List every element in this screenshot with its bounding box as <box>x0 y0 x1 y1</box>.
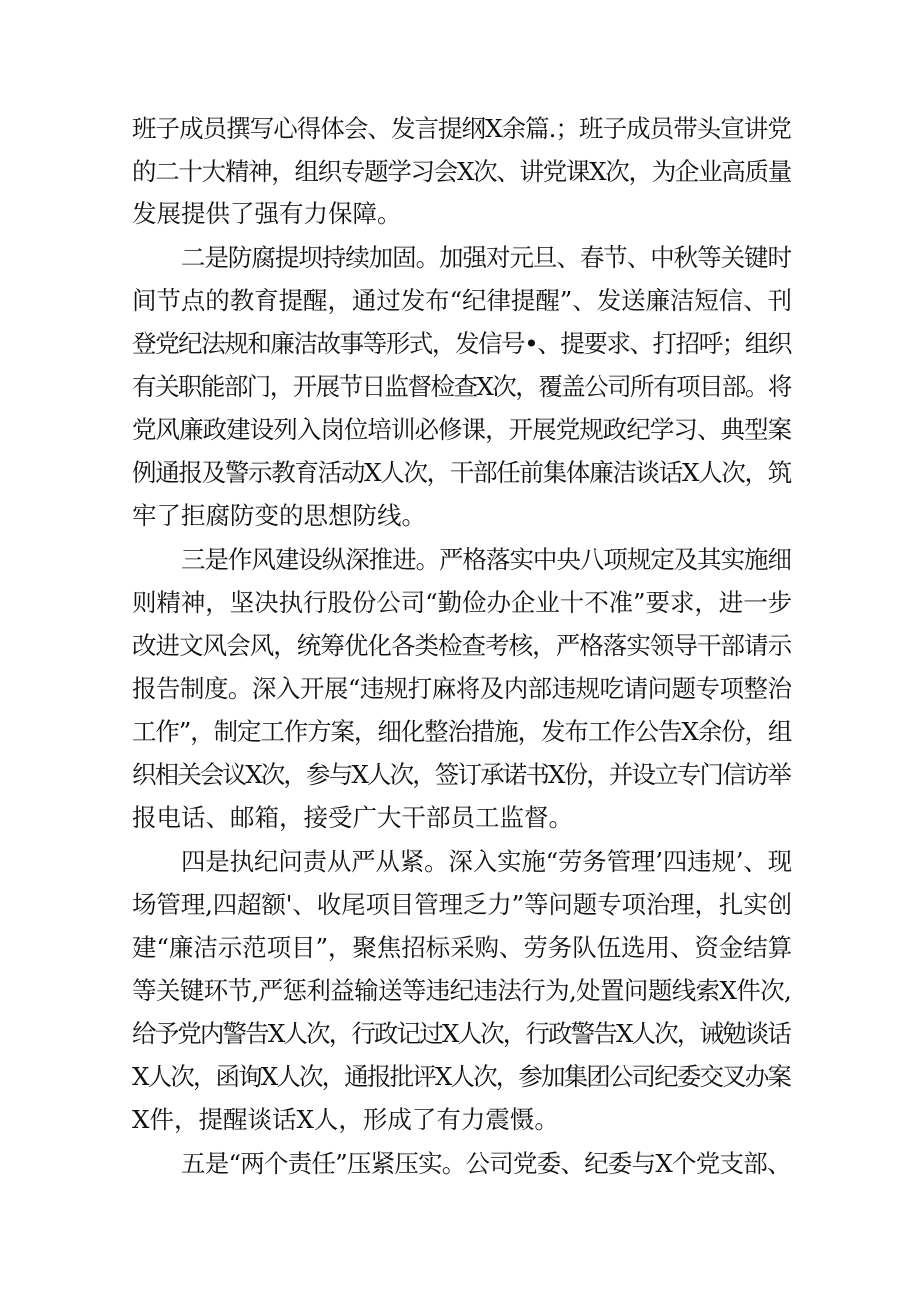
text-line: 有关职能部门，开展节日监督检查X次，覆盖公司所有项目部。将 <box>132 372 791 401</box>
text-line: X件，提醒谈话X人，形成了有力震慑。 <box>132 1105 559 1134</box>
text-line: 则精神，坚决执行股份公司“勤俭办企业十不准”要求，进一步 <box>132 588 793 617</box>
text-line: 报告制度。深入开展“违规打麻将及内部违规吃请问题专项整治 <box>132 674 792 703</box>
text-line: 工作”，制定工作方案，细化整治措施，发布工作公告X余份，组 <box>132 717 792 746</box>
text-line: 等关键环节,严惩利益输送等违纪违法行为,处置问题线索X件次, <box>132 976 792 1005</box>
text-line: 班子成员撰写心得体会、发言提纲X余篇.；班子成员带头宣讲党 <box>132 114 791 143</box>
text-line: X人次，函询X人次，通报批评X人次，参加集团公司纪委交叉办案 <box>132 1062 791 1091</box>
text-line: 建“廉洁示范项目”，聚焦招标采购、劳务队伍选用、资金结算 <box>132 933 793 962</box>
text-line: 登党纪法规和廉洁故事等形式，发信号•、提要求、打招呼；组织 <box>132 329 791 358</box>
text-line: 例通报及警示教育活动X人次，干部任前集体廉洁谈话X人次，筑 <box>132 458 791 487</box>
text-line: 的二十大精神，组织专题学习会X次、讲党课X次，为企业高质量 <box>132 157 791 186</box>
text-line: 给予党内警告X人次，行政记过X人次，行政警告X人次，诫勉谈话 <box>132 1019 791 1048</box>
text-line: 间节点的教育提醒，通过发布“纪律提醒”、发送廉洁短信、刊 <box>132 286 793 315</box>
paragraph-first-line: 三是作风建设纵深推进。严格落实中央八项规定及其实施细 <box>181 545 791 574</box>
text-line: 场管理,四超额'、收尾项目管理乏力”等问题专项治理，扎实创 <box>132 890 792 919</box>
text-line: 织相关会议X次，参与X人次，签订承诺书X份，并设立专门信访举 <box>132 760 791 789</box>
text-line: 牢了拒腐防变的思想防线。 <box>132 501 426 530</box>
paragraph-first-line: 四是执纪问责从严从紧。深入实施“劳务管理’四违规’、现 <box>181 847 792 876</box>
text-line: 党风廉政建设列入岗位培训必修课，开展党规政纪学习、典型案 <box>132 415 792 444</box>
paragraph-first-line: 二是防腐提坝持续加固。加强对元旦、春节、中秋等关键时 <box>181 243 791 272</box>
text-line: 发展提供了强有力保障。 <box>132 199 402 228</box>
text-line: 报电话、邮箱，接受广大干部员工监督。 <box>132 803 573 832</box>
text-line: 改进文风会风，统筹优化各类检查考核，严格落实领导干部请示 <box>132 631 792 660</box>
paragraph-first-line: 五是“两个责任”压紧压实。公司党委、纪委与X个党支部、 <box>181 1149 791 1178</box>
